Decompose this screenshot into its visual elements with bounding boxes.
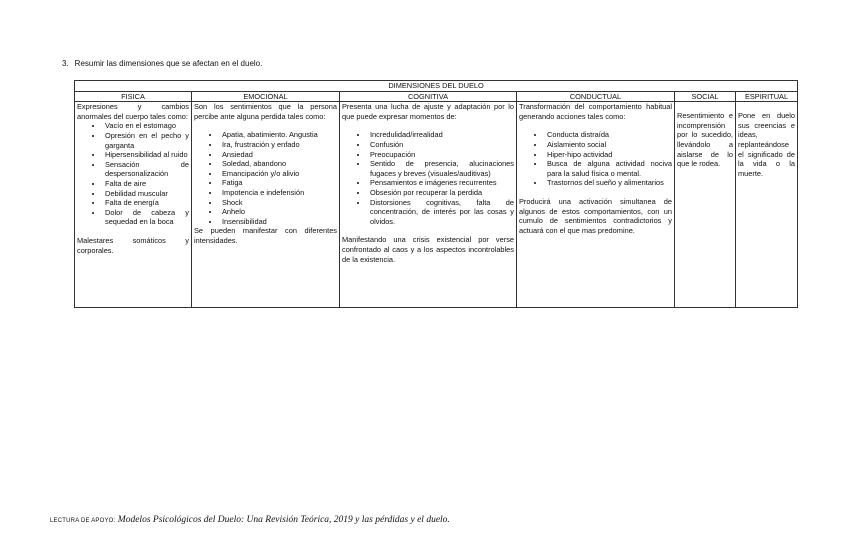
list-item: • Emancipación y/o alivio bbox=[220, 169, 337, 179]
list-item: • Shock bbox=[220, 198, 337, 208]
list-item: • Busca de alguna actividad nociva para la salud física o mental. bbox=[545, 159, 672, 178]
list-item: • Ira, frustración y enfado bbox=[220, 140, 337, 150]
list-item: • Pensamientos e imágenes recurrentes bbox=[368, 178, 514, 188]
list-item: • Falta de energía bbox=[103, 198, 189, 208]
list-item: • Hipersensibilidad al ruido bbox=[103, 150, 189, 160]
espiritual-text: Pone en duelo sus creencias e ideas, replanteándose el significado de la vida o la muerte. bbox=[738, 111, 796, 178]
table-title: DIMENSIONES DEL DUELO bbox=[75, 81, 798, 92]
fisica-list bbox=[77, 121, 189, 227]
list-item: • Falta de aire bbox=[103, 179, 189, 189]
fisica-outro: Malestares somáticos y corporales. bbox=[77, 235, 189, 255]
list-item: • Insensibilidad bbox=[220, 217, 337, 227]
cognitiva-outro: Manifestando una crisis existencial por verse confrontado al caos y a los aspectos incontrolables de la existencia. bbox=[342, 235, 514, 264]
list-item: • Sentido de presencia, alucinaciones fugaces y breves (visuales/auditivas) bbox=[368, 159, 514, 178]
list-item: • Distorsiones cognitivas, falta de concentración, de interés por las cosas y olvidos. bbox=[368, 198, 514, 227]
list-item: • Confusión bbox=[368, 140, 514, 150]
cognitiva-intro: Presenta una lucha de ajuste y adaptación por lo que puede expresar momentos de: bbox=[342, 102, 514, 121]
list-item: • Dolor de cabeza y sequedad en la boca bbox=[103, 208, 189, 227]
conductual-outro: Producirá una activación simultanea de algunos de estos comportamientos, con un cumulo de sentimientos contradictorios y actuará con el que mas predomine. bbox=[519, 196, 672, 235]
list-item: • Trastornos del sueño y alimentarios bbox=[545, 178, 672, 188]
emocional-list bbox=[194, 130, 337, 226]
list-item: • Soledad, abandono bbox=[220, 159, 337, 169]
cell-espiritual bbox=[736, 102, 798, 308]
fisica-intro: Expresiones y cambios anormales del cuerpo tales como: bbox=[77, 102, 189, 121]
question-heading bbox=[62, 59, 262, 69]
list-item: • Vacío en el estomago bbox=[103, 121, 189, 131]
cell-conductual bbox=[517, 102, 675, 308]
list-item: • Preocupación bbox=[368, 150, 514, 160]
col-header-conductual: CONDUCTUAL bbox=[517, 91, 675, 102]
footer-label: LECTURA DE APOYO: bbox=[50, 518, 116, 524]
col-header-emocional: EMOCIONAL bbox=[192, 91, 340, 102]
list-item: • Opresión en el pecho y garganta bbox=[103, 131, 189, 150]
list-item: • Apatia, abatimiento. Angustia bbox=[220, 130, 337, 140]
list-item: • Debilidad muscular bbox=[103, 189, 189, 199]
question-text: Resumir las dimensiones que se afectan en el duelo. bbox=[74, 59, 263, 68]
cell-emocional bbox=[192, 102, 340, 308]
list-item: • Incredulidad/irrealidad bbox=[368, 130, 514, 140]
col-header-social: SOCIAL bbox=[675, 91, 736, 102]
question-number: 3. bbox=[62, 59, 69, 68]
conductual-list bbox=[519, 130, 672, 188]
footer-reference bbox=[50, 514, 450, 527]
emocional-outro: Se pueden manifestar con diferentes intensidades. bbox=[194, 226, 337, 245]
col-header-espiritual: ESPIRITUAL bbox=[736, 91, 798, 102]
conductual-intro: Transformación del comportamiento habitual generando acciones tales como: bbox=[519, 102, 672, 121]
cell-social bbox=[675, 102, 736, 308]
list-item: • Obsesión por recuperar la perdida bbox=[368, 188, 514, 198]
footer-text: Modelos Psicológicos del Duelo: Una Revisión Teórica, 2019 y las pérdidas y el duelo. bbox=[117, 515, 450, 525]
list-item: • Impotencia e indefensión bbox=[220, 188, 337, 198]
col-header-fisica: FISICA bbox=[75, 91, 192, 102]
cognitiva-list bbox=[342, 130, 514, 226]
dimensions-table bbox=[74, 80, 798, 308]
list-item: • Conducta distraída bbox=[545, 130, 672, 140]
cell-fisica bbox=[75, 102, 192, 308]
list-item: • Hiper-hipo actividad bbox=[545, 150, 672, 160]
list-item: • Fatiga bbox=[220, 178, 337, 188]
emocional-intro: Son los sentimientos que la persona percibe ante alguna perdida tales como: bbox=[194, 102, 337, 121]
cell-cognitiva bbox=[340, 102, 517, 308]
list-item: • Aislamiento social bbox=[545, 140, 672, 150]
social-text: Resentimiento e incomprensión por lo sucedido, llevándolo a aislarse de lo que le rodea. bbox=[677, 111, 733, 169]
col-header-cognitiva: COGNITIVA bbox=[340, 91, 517, 102]
list-item: • Sensación de despersonalización bbox=[103, 160, 189, 179]
list-item: • Anhelo bbox=[220, 207, 337, 217]
list-item: • Ansiedad bbox=[220, 150, 337, 160]
